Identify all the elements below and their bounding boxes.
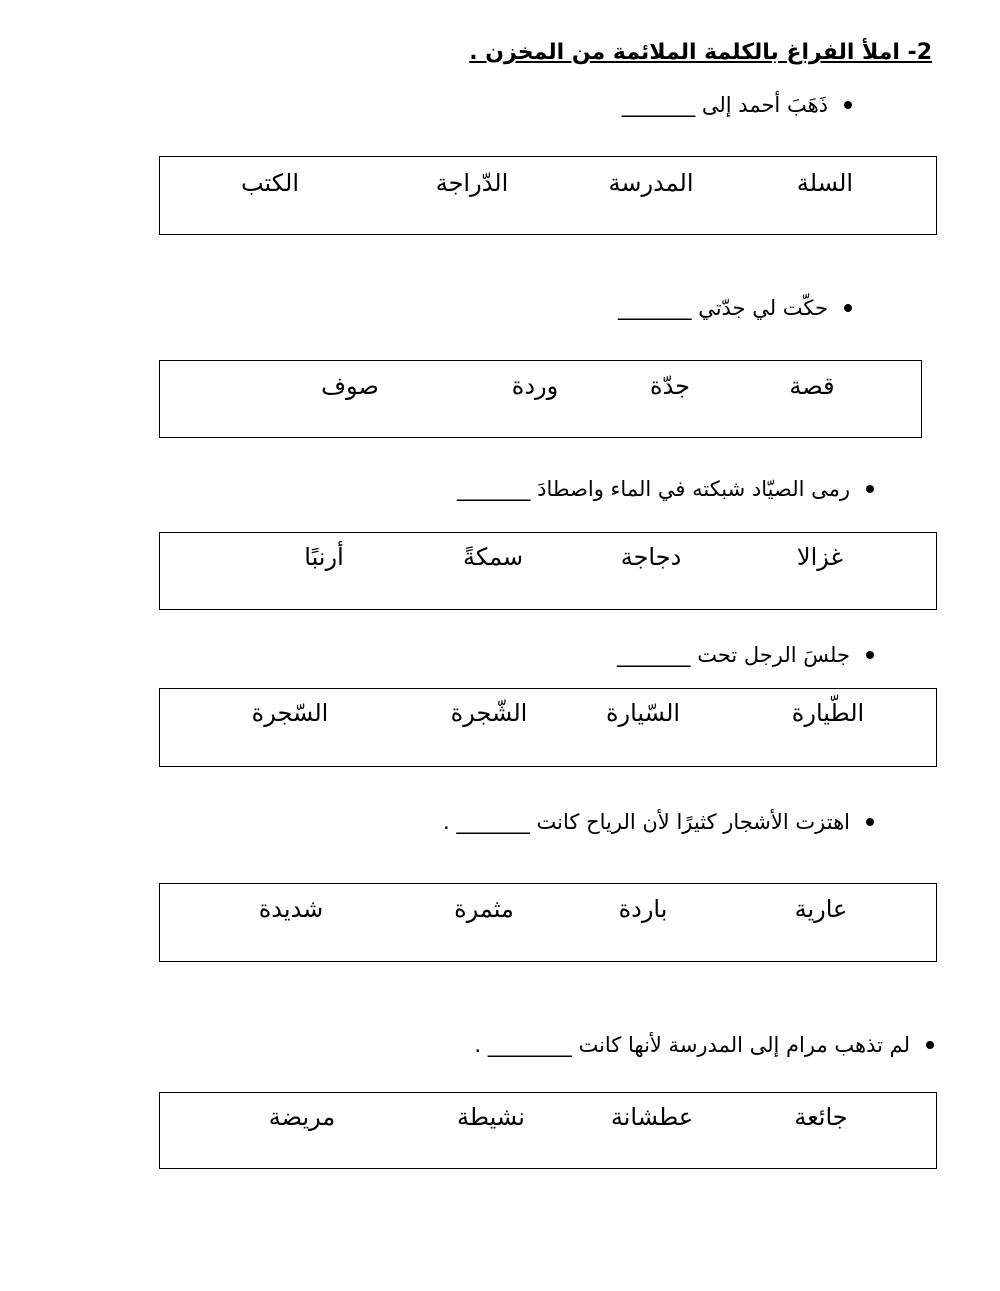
option[interactable]: الكتب (240, 169, 300, 197)
option[interactable]: السلة (796, 169, 854, 197)
word-bank-3 (159, 532, 937, 610)
option[interactable]: دجاجة (620, 543, 682, 571)
option[interactable]: الطّيارة (791, 699, 865, 727)
question-4 (617, 643, 874, 667)
question-4-text: جلسَ الرجل تحت _______ (617, 643, 850, 667)
bullet-icon (844, 101, 852, 109)
bullet-icon (866, 818, 874, 826)
word-bank-5 (159, 883, 937, 962)
question-3 (457, 477, 874, 501)
word-bank-4 (159, 688, 937, 767)
option[interactable]: السّجرة (251, 699, 329, 727)
option[interactable]: الشّجرة (450, 699, 528, 727)
bullet-icon (926, 1041, 934, 1049)
option[interactable]: سمكةً (462, 543, 524, 571)
question-5-text: اهتزت الأشجار كثيرًا لأن الرياح كانت _______ . (443, 810, 850, 834)
question-6 (474, 1033, 934, 1057)
option[interactable]: نشيطة (457, 1103, 525, 1131)
option[interactable]: مريضة (268, 1103, 336, 1131)
option[interactable]: باردة (618, 895, 668, 923)
option[interactable]: أرنبًا (304, 543, 344, 571)
question-1 (622, 93, 852, 117)
option[interactable]: شديدة (258, 895, 324, 923)
option[interactable]: جائعة (794, 1103, 848, 1131)
word-bank-6 (159, 1092, 937, 1169)
question-3-text: رمى الصيّاد شبكته في الماء واصطادَ _______ (456, 477, 850, 501)
question-2-text: حكّت لي جدّتي _______ (618, 296, 828, 320)
bullet-icon (844, 304, 852, 312)
word-bank-2 (159, 360, 922, 438)
option[interactable]: الدّراجة (435, 169, 509, 197)
option[interactable]: غزالا (796, 543, 844, 571)
option[interactable]: السّيارة (605, 699, 681, 727)
option[interactable]: المدرسة (608, 169, 694, 197)
question-1-text: ذَهَبَ أحمد إلى _______ (621, 93, 828, 117)
question-2 (618, 296, 852, 320)
option[interactable]: صوف (321, 372, 379, 400)
option[interactable]: مثمرة (454, 895, 514, 923)
option[interactable]: عطشانة (610, 1103, 694, 1131)
bullet-icon (866, 485, 874, 493)
option[interactable]: عارية (794, 895, 848, 923)
question-5 (443, 810, 874, 834)
option[interactable]: وردة (511, 372, 559, 400)
option[interactable]: قصة (789, 372, 835, 400)
question-6-text: لم تذهب مرام إلى المدرسة لأنها كانت ________ . (474, 1033, 910, 1057)
bullet-icon (866, 651, 874, 659)
word-bank-1 (159, 156, 937, 235)
exercise-title: 2- املأ الفراغ بالكلمة الملائمة من المخزن . (469, 40, 932, 65)
option[interactable]: جدّة (649, 372, 691, 400)
